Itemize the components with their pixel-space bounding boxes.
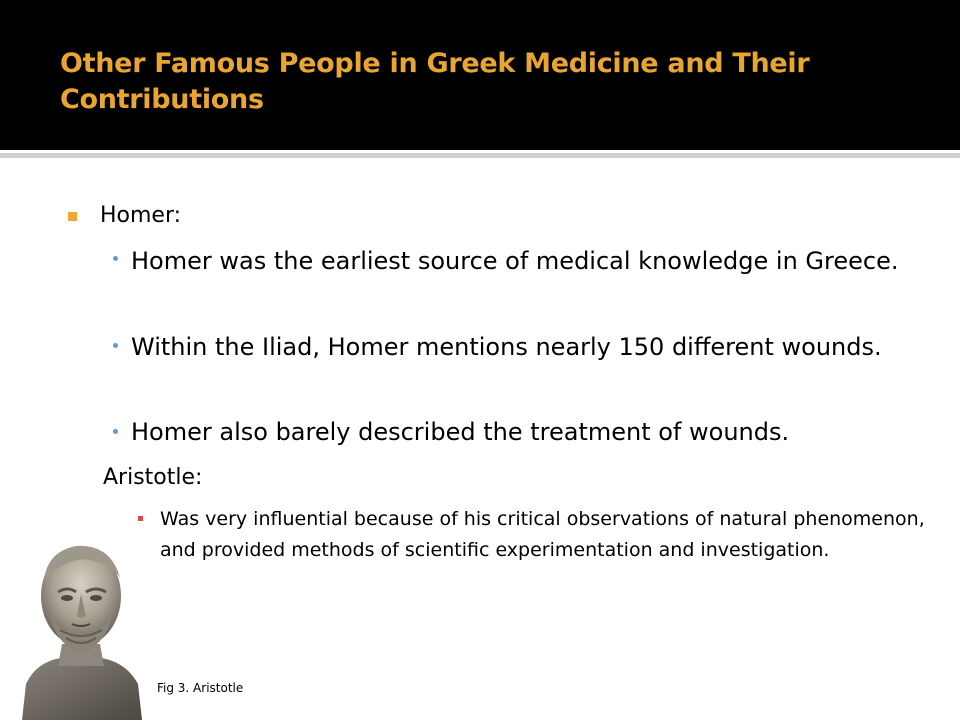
figure-caption: Fig 3. Aristotle — [157, 681, 244, 695]
homer-point-3: Homer also barely described the treatment of wounds. — [131, 418, 790, 446]
homer-point-1: Homer was the earliest source of medical knowledge in Greece. — [131, 247, 899, 275]
dot-bullet-icon — [113, 256, 118, 261]
dot-bullet-icon — [113, 429, 118, 434]
square-bullet-icon — [68, 212, 77, 221]
dot-bullet-icon — [113, 343, 118, 348]
small-square-bullet-icon — [138, 516, 143, 521]
homer-heading: Homer: — [100, 203, 182, 228]
title-bar — [0, 0, 960, 150]
aristotle-heading: Aristotle: — [103, 465, 203, 490]
aristotle-bust-image — [16, 534, 146, 720]
aristotle-point-1: Was very influential because of his critical observations of natural phenomenon, and provided methods of scientific experimentation and investigation. — [160, 508, 925, 561]
homer-point-2: Within the Iliad, Homer mentions nearly 150 different wounds. — [131, 333, 882, 361]
slide-title: Other Famous People in Greek Medicine and Their Contributions — [60, 48, 810, 115]
